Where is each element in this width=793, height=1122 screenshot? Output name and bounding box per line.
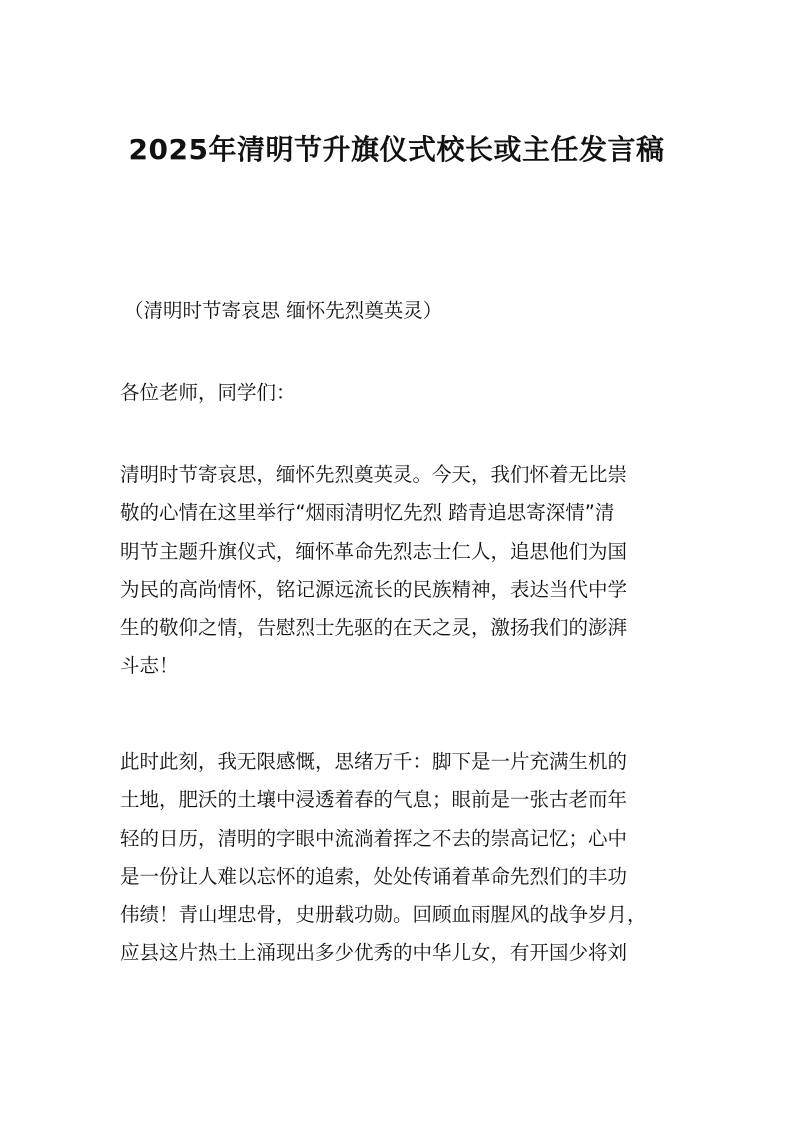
document-title: 2025年清明节升旗仪式校长或主任发言稿 xyxy=(128,133,665,166)
text-line: 轻的日历，清明的字眼中流淌着挥之不去的崇高记忆；心中 xyxy=(120,826,628,850)
text-line: 是一份让人难以忘怀的追索，处处传诵着革命先烈们的丰功 xyxy=(120,864,628,888)
paragraph-2 xyxy=(120,743,690,973)
text-line: 为民的高尚情怀，铭记源远流长的民族精神，表达当代中学 xyxy=(120,577,628,601)
text-line: 斗志！ xyxy=(120,654,179,678)
document-subtitle: （清明时节寄哀思 缅怀先烈奠英灵） xyxy=(124,299,443,322)
text-line: 明节主题升旗仪式，缅怀革命先烈志士仁人，追思他们为国 xyxy=(120,539,628,563)
text-line: 此时此刻，我无限感慨，思绪万千：脚下是一片充满生机的 xyxy=(120,750,628,773)
text-line: 敬的心情在这里举行“烟雨清明忆先烈 踏青追思寄深情”清 xyxy=(120,501,615,525)
greeting: 各位老师，同学们： xyxy=(120,381,296,404)
paragraph-1 xyxy=(120,456,690,686)
text-line: 伟绩！青山埋忠骨，史册载功勋。回顾血雨腥风的战争岁月， xyxy=(120,903,647,927)
text-line: 应县这片热土上涌现出多少优秀的中华儿女，有开国少将刘 xyxy=(120,941,628,965)
text-line: 生的敬仰之情，告慰烈士先驱的在天之灵，激扬我们的澎湃 xyxy=(120,616,628,640)
text-line: 清明时节寄哀思，缅怀先烈奠英灵。今天，我们怀着无比崇 xyxy=(120,463,628,486)
text-line: 土地，肥沃的土壤中浸透着春的气息；眼前是一张古老而年 xyxy=(120,788,628,812)
